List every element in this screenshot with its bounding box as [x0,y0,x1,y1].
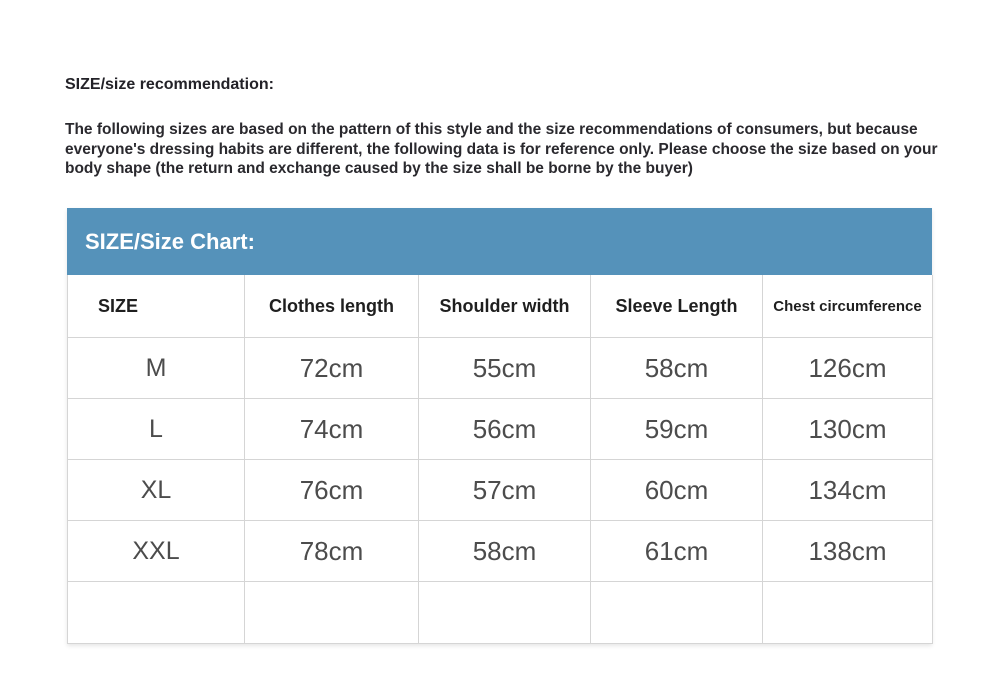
chest-circumference-value [763,582,933,644]
chest-circumference-value: 134cm [763,460,933,521]
clothes-length-value: 76cm [245,460,419,521]
chest-circumference-value: 138cm [763,521,933,582]
size-value: XL [68,460,245,521]
table-row-xxl [68,521,933,582]
size-value [68,582,245,644]
size-value: XXL [68,521,245,582]
size-chart [67,208,932,644]
recommendation-title: SIZE/size recommendation: [65,76,274,93]
shoulder-width-value: 58cm [419,521,591,582]
column-header-size: SIZE [68,275,245,338]
size-chart-banner [67,208,932,275]
table-row-l [68,399,933,460]
shoulder-width-value [419,582,591,644]
sleeve-length-value: 58cm [591,338,763,399]
sleeve-length-value: 59cm [591,399,763,460]
shoulder-width-value: 57cm [419,460,591,521]
column-header-sleeve-length: Sleeve Length [591,275,763,338]
sleeve-length-value: 61cm [591,521,763,582]
table-row-m [68,338,933,399]
size-chart-title: SIZE/Size Chart: [85,228,255,254]
sleeve-length-value [591,582,763,644]
table-row-xl [68,460,933,521]
clothes-length-value: 74cm [245,399,419,460]
size-value: M [68,338,245,399]
recommendation-body: The following sizes are based on the pattern of this style and the size recommendations of consumers, but because everyone's dressing habits are different, the following data is for reference only. Please choose the size based on your body shape (the return and exchange caused by the size shall be borne by the buyer) [65,121,938,177]
size-table [67,275,933,644]
chest-circumference-value: 130cm [763,399,933,460]
clothes-length-value: 78cm [245,521,419,582]
column-header-chest-circumference: Chest circumference [763,275,933,338]
shoulder-width-value: 55cm [419,338,591,399]
clothes-length-value [245,582,419,644]
clothes-length-value: 72cm [245,338,419,399]
sleeve-length-value: 60cm [591,460,763,521]
shoulder-width-value: 56cm [419,399,591,460]
table-row-empty [68,582,933,644]
column-header-clothes-length: Clothes length [245,275,419,338]
chest-circumference-value: 126cm [763,338,933,399]
size-value: L [68,399,245,460]
table-header-row [68,275,933,338]
column-header-shoulder-width: Shoulder width [419,275,591,338]
